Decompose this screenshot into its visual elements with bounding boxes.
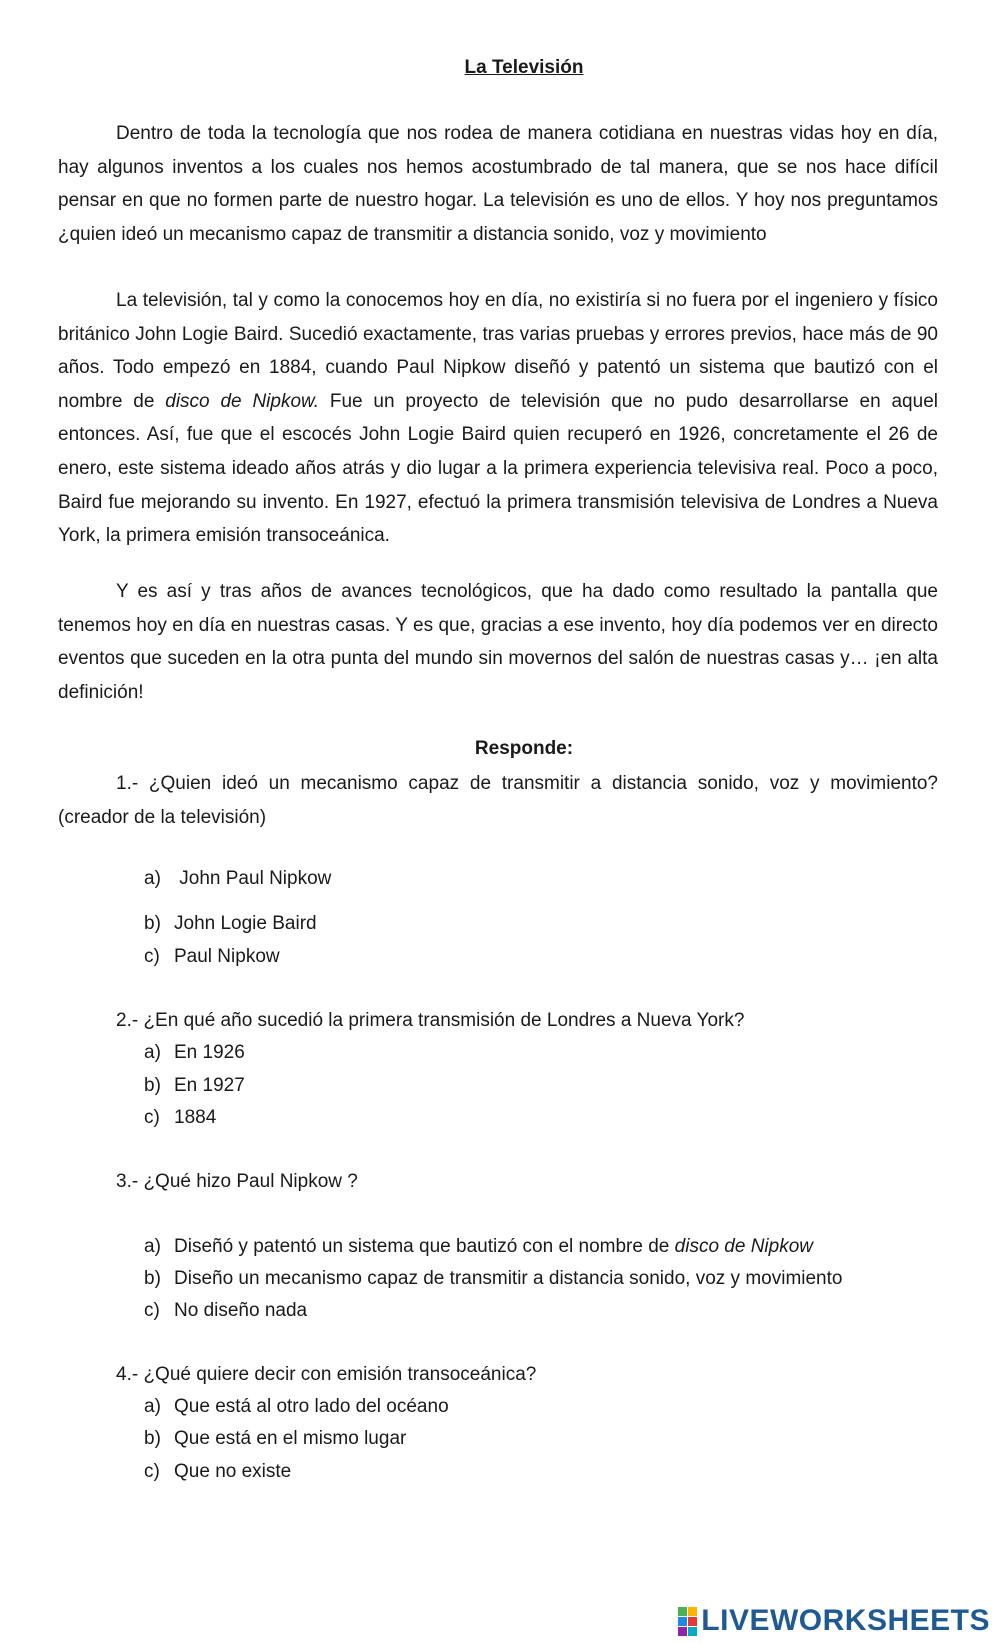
paragraph-history-text-2: Fue un proyecto de televisión que no pudo desarrollarse en aquel entonces. Así, fue que el escocés John Logie Baird quien recuperó en 1926, concretamente el 26 de enero, este sistema ideado años atrás y dio lugar a la primera experiencia televisiva real. Poco a poco, Baird fue mejorando su invento. En 1927, efectuó la primera transmisión televisiva de Londres a Nueva York, la primera emisión transoceánica.	[58, 390, 938, 547]
blocks-icon	[678, 1607, 697, 1636]
question-3-option-b[interactable]	[144, 1268, 842, 1290]
question-1-option-c[interactable]	[144, 946, 280, 968]
question-1: 1.- ¿Quien ideó un mecanismo capaz de transmitir a distancia sonido, voz y movimiento? (creador de la televisión)	[58, 773, 938, 828]
question-1-option-b[interactable]	[144, 913, 317, 935]
block-3	[688, 1617, 697, 1626]
question-2-option-a[interactable]	[144, 1042, 245, 1064]
option-text: Paul Nipkow	[174, 946, 280, 967]
question-3-option-c[interactable]	[144, 1300, 307, 1322]
option-text: John Logie Baird	[174, 913, 317, 934]
paragraph-conclusion: Y es así y tras años de avances tecnológicos, que ha dado como resultado la pantalla que tenemos hoy en día en nuestras casas. Y es que, gracias a ese invento, hoy día podemos ver en directo eventos que suceden en la otra punta del mundo sin movernos del salón de nuestras casas y… ¡en alta definición!	[58, 581, 938, 703]
option-text: En 1926	[174, 1042, 245, 1063]
option-text: Que está al otro lado del océano	[174, 1396, 449, 1417]
option-letter: b)	[144, 913, 161, 934]
option-text: En 1927	[174, 1075, 245, 1096]
question-2-option-b[interactable]	[144, 1075, 245, 1097]
option-text: John Paul Nipkow	[174, 868, 332, 889]
option-letter: c)	[144, 946, 160, 967]
paragraph-history	[58, 284, 938, 553]
question-4: 4.- ¿Qué quiere decir con emisión transoceánica?	[116, 1364, 537, 1385]
liveworksheets-logo[interactable]	[678, 1604, 990, 1638]
question-4-option-c[interactable]	[144, 1461, 291, 1483]
option-letter: b)	[144, 1075, 161, 1096]
option-text-italic: disco de Nipkow	[674, 1236, 813, 1257]
option-letter: a)	[144, 1396, 161, 1417]
page-title: La Televisión	[464, 57, 584, 78]
option-letter: b)	[144, 1428, 161, 1449]
option-text: Diseñó y patentó un sistema que bautizó con el nombre de	[174, 1236, 675, 1257]
option-letter: c)	[144, 1461, 160, 1482]
option-letter: b)	[144, 1268, 161, 1289]
option-text: No diseño nada	[174, 1300, 308, 1321]
option-text: Que no existe	[174, 1461, 292, 1482]
question-4-option-b[interactable]	[144, 1428, 406, 1450]
block-0	[678, 1607, 687, 1616]
option-letter: a)	[144, 1236, 161, 1257]
respond-heading: Responde:	[474, 738, 574, 759]
paragraph-history-text-1: La televisión, tal y como la conocemos hoy en día, no existiría si no fuera por el ingeniero y físico británico John Logie Baird. Sucedió exactamente, tras varias pruebas y errores previos, hace más de 90 años. Todo empezó en 1884, cuando Paul Nipkow diseñó y patentó un sistema que bautizó con el nombre de	[58, 290, 938, 412]
question-2-option-c[interactable]	[144, 1107, 216, 1129]
option-text: Que está en el mismo lugar	[174, 1428, 407, 1449]
block-4	[678, 1627, 687, 1636]
block-2	[678, 1617, 687, 1626]
option-letter: c)	[144, 1300, 160, 1321]
paragraph-history-italic: disco de Nipkow.	[165, 390, 319, 412]
question-3-option-a[interactable]	[144, 1236, 813, 1258]
question-4-option-a[interactable]	[144, 1396, 449, 1418]
paragraph-intro: Dentro de toda la tecnología que nos rodea de manera cotidiana en nuestras vidas hoy en día, hay algunos inventos a los cuales nos hemos acostumbrado de tal manera, que se nos hace difícil pensar en que no formen parte de nuestro hogar. La televisión es uno de ellos. Y hoy nos preguntamos ¿quien ideó un mecanismo capaz de transmitir a distancia sonido, voz y movimiento	[58, 123, 938, 245]
brand-name: LIVEWORKSHEETS	[701, 1604, 990, 1637]
block-1	[688, 1607, 697, 1616]
option-letter: a)	[144, 868, 161, 889]
block-5	[688, 1627, 697, 1636]
option-letter: c)	[144, 1107, 160, 1128]
question-3: 3.- ¿Qué hizo Paul Nipkow ?	[116, 1171, 358, 1192]
option-text: 1884	[174, 1107, 217, 1128]
option-letter: a)	[144, 1042, 161, 1063]
option-text: Diseño un mecanismo capaz de transmitir a distancia sonido, voz y movimiento	[174, 1268, 843, 1289]
question-1-option-a[interactable]	[144, 868, 331, 890]
question-2: 2.- ¿En qué año sucedió la primera transmisión de Londres a Nueva York?	[116, 1010, 745, 1031]
